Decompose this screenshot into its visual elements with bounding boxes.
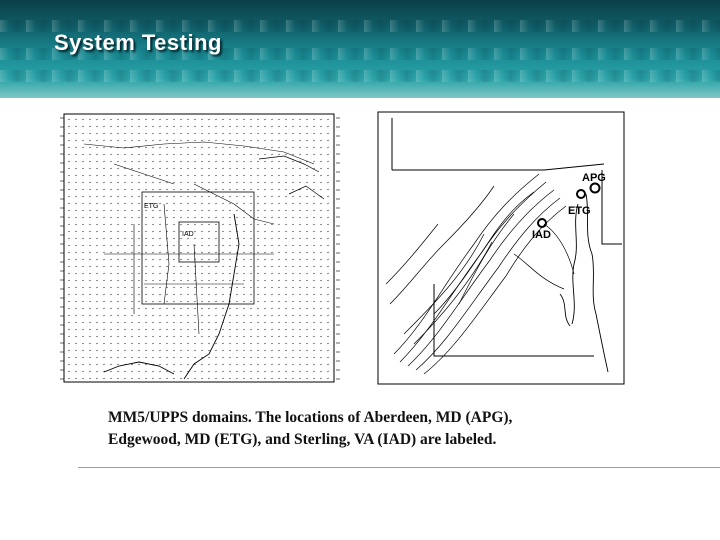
inner-label-2: IAD [182, 231, 194, 238]
figure-caption [108, 407, 628, 451]
terrain-figure [364, 104, 638, 390]
caption-line: MM5/UPPS domains. The locations of Aberdeen, MD (APG), [108, 409, 513, 426]
header-banner [0, 0, 720, 98]
inner-domain-terrain-map [364, 104, 638, 390]
station-label-iad: IAD [532, 229, 551, 241]
ocean-texture [0, 70, 720, 82]
station-label-etg: ETG [568, 205, 591, 217]
inner-label: ETG [144, 203, 159, 210]
outer-domain-map [44, 104, 354, 394]
slide-title: System Testing [54, 30, 222, 55]
station-label-apg: APG [582, 172, 606, 184]
divider-line [78, 467, 720, 468]
outer-domain-figure [44, 104, 354, 394]
caption-line: Edgewood, MD (ETG), and Sterling, VA (IAD) are labeled. [108, 431, 497, 448]
